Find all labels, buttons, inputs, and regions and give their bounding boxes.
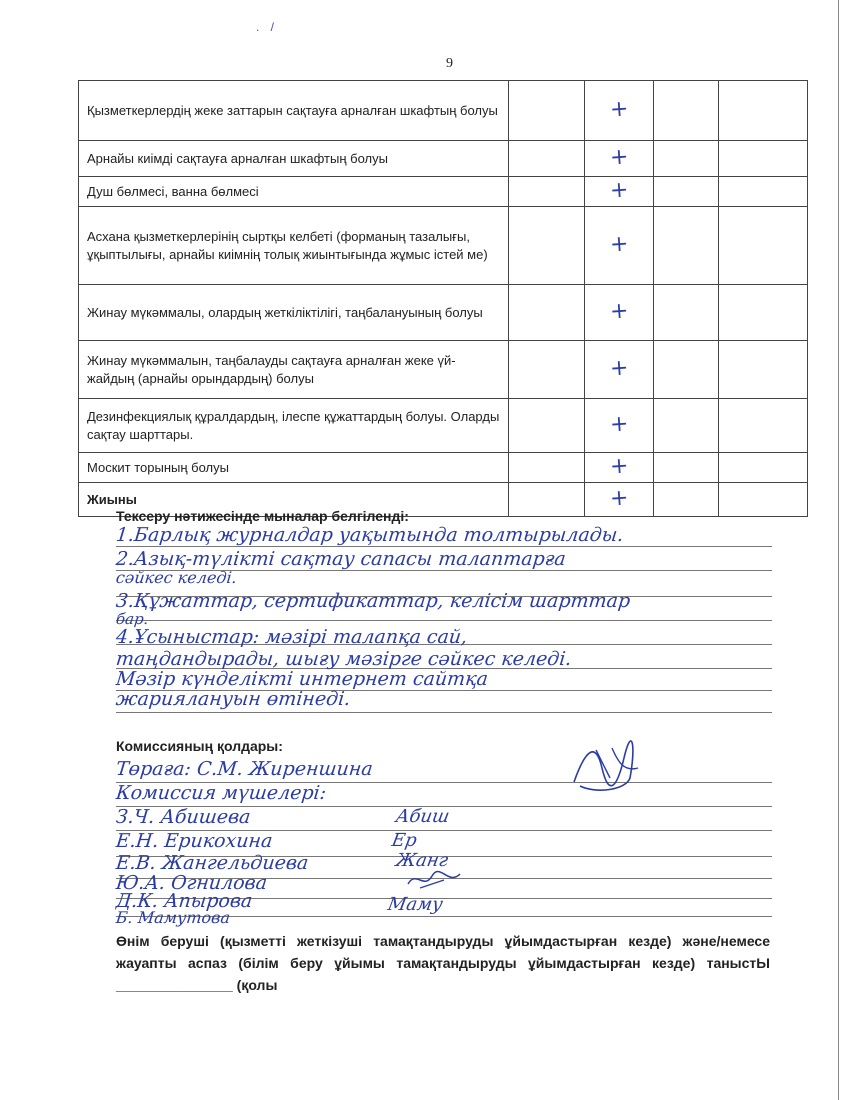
check-mark: + (608, 176, 629, 204)
handwritten-note: бар. (115, 610, 150, 628)
page-number: 9 (446, 56, 453, 71)
commission-member: Комиссия мүшелері: (114, 782, 328, 804)
check-mark: + (608, 230, 629, 258)
member-signature-drawn (404, 868, 464, 892)
table-row (79, 177, 808, 207)
table-row (79, 207, 808, 285)
row-label: Арнайы киімді сақтауға арналған шкафтың болуы (79, 141, 509, 177)
row-label: Душ бөлмесі, ванна бөлмесі (79, 177, 509, 207)
row-label: Жинау мүкәммалын, таңбалауды сақтауға арналған жеке үй-жайдың (арнайы орындардың) болуы (79, 341, 509, 399)
member-signature: Маму (386, 894, 445, 915)
table-row (79, 81, 808, 141)
commission-member: Е.Н. Ерикохина (114, 830, 274, 852)
results-heading: Тексеру нәтижесінде мыналар белгіленді: (116, 508, 409, 524)
table-row (79, 285, 808, 341)
table-row (79, 341, 808, 399)
check-mark: + (608, 452, 629, 480)
row-label: Асхана қызметкерлерінің сыртқы келбеті (форманың тазалығы, ұқыптылығы, арнайы киімнің толық жиынтығында жұмыс істей ме) (79, 207, 509, 285)
commission-member: Е.В. Жангельдиева (114, 852, 310, 874)
writing-line (116, 712, 772, 713)
table-row (79, 141, 808, 177)
commission-heading: Комиссияның қолдары: (116, 738, 283, 754)
check-mark: + (608, 484, 629, 512)
handwritten-note: жариялануын өтінеді. (114, 688, 352, 710)
handwritten-note: таңдандырады, шығу мәзірге сәйкес келеді. (114, 648, 573, 670)
handwritten-note: 3.Құжаттар, сертификаттар, келісім шарттар (114, 590, 632, 612)
scan-marks: . / (256, 20, 279, 34)
row-label: Дезинфекциялық құралдардың, ілеспе құжаттардың болуы. Оларды сақтау шарттары. (79, 399, 509, 453)
commission-member: Төраға: С.М. Жиреншина (114, 758, 374, 780)
scan-edge-line (838, 0, 839, 1100)
check-mark: + (608, 410, 629, 438)
row-label: Жинау мүкәммалы, олардың жеткіліктілігі, таңбалануының болуы (79, 285, 509, 341)
row-label: Москит торының болуы (79, 453, 509, 483)
writing-line (116, 546, 772, 547)
row-label: Қызметкерлердің жеке заттарын сақтауға арналған шкафтың болуы (79, 81, 509, 141)
commission-member: Ю.А. Огнилова (114, 872, 269, 894)
commission-member: З.Ч. Абишева (114, 806, 252, 828)
inspection-checklist-table (78, 80, 808, 517)
acknowledgement-text: Өнім беруші (қызметті жеткізуші тамақтандыруды ұйымдастырған кезде) және/немесе жауапты аспаз (білім беру ұйымы тамақтандыруды ұйымдастырған кезде) таныстЫ _______________ (қолы (116, 933, 770, 993)
member-signature: Абиш (394, 806, 452, 827)
chairman-signature (566, 738, 646, 798)
table-row (79, 453, 808, 483)
total-label: Жиыны (79, 483, 509, 517)
table-row (79, 399, 808, 453)
commission-member: Д.К. Апырова (114, 890, 254, 912)
check-mark: + (608, 354, 629, 382)
check-mark: + (608, 297, 629, 325)
member-signature: Жанг (394, 850, 450, 871)
check-mark: + (608, 95, 629, 123)
member-signature: Ер (390, 830, 419, 851)
handwritten-note: Мәзір күнделікті интернет сайтқа (114, 668, 490, 690)
handwritten-note: 4.Ұсыныстар: мәзірі талапқа сай, (114, 626, 469, 648)
commission-member: Б. Мамутова (115, 908, 232, 927)
check-mark: + (608, 143, 629, 171)
handwritten-note: 1.Барлық журналдар уақытында толтырылады. (114, 524, 625, 546)
handwritten-note: 2.Азық-түлікті сақтау сапасы талаптарға (114, 548, 567, 570)
handwritten-note: сәйкес келеді. (115, 568, 238, 587)
